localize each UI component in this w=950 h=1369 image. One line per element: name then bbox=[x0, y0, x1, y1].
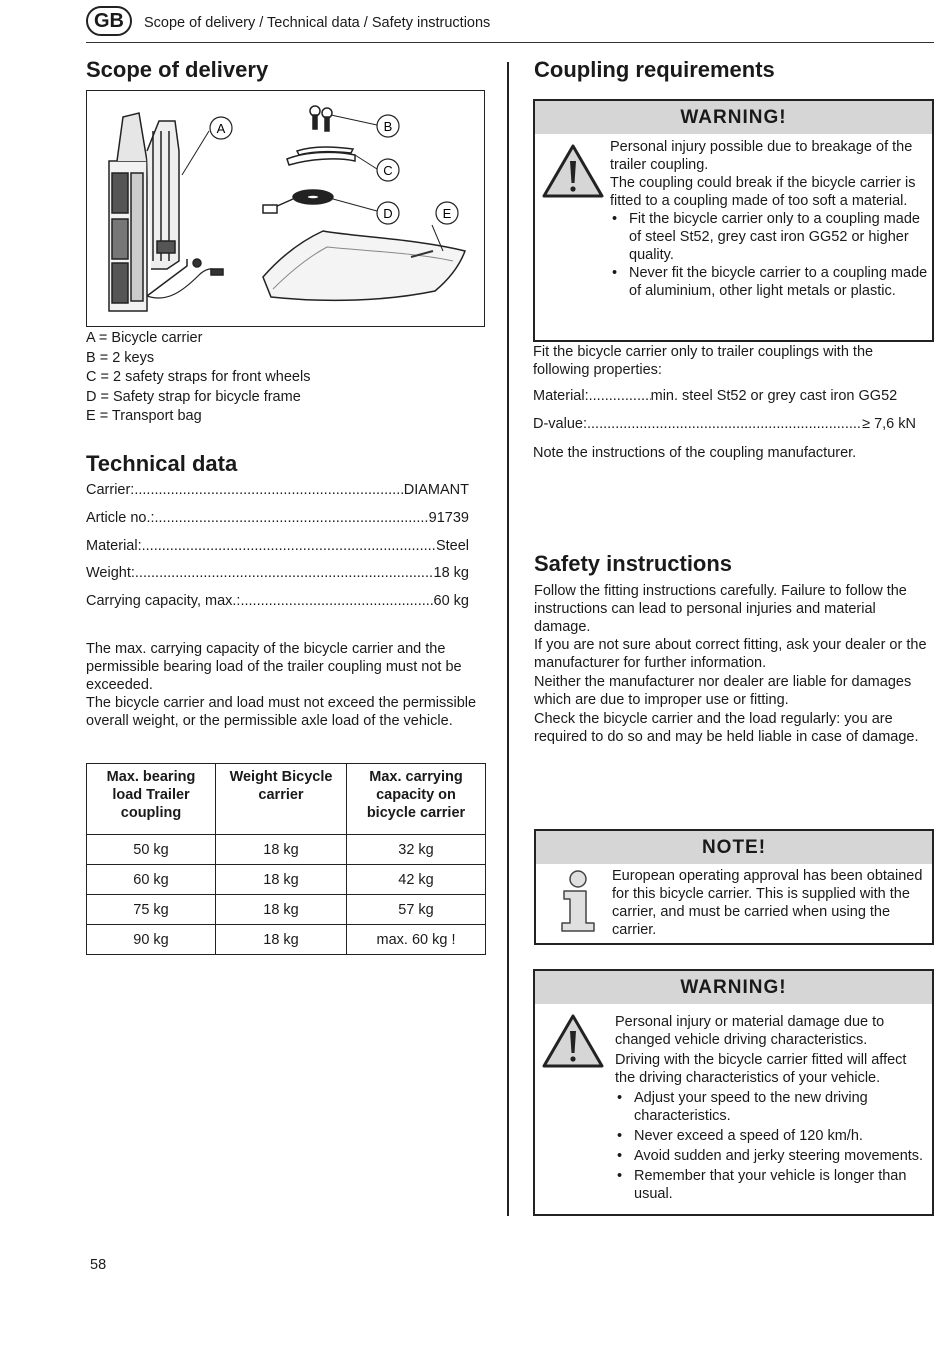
figure-label-c: C bbox=[383, 163, 393, 178]
safety-paragraph-2: If you are not sure about correct fitting, ask your dealer or the manufacturer for further information. bbox=[534, 637, 927, 671]
bicycle-carrier-illustration bbox=[87, 91, 484, 326]
language-badge: GB bbox=[86, 6, 132, 36]
safety-paragraph-3: Neither the manufacturer nor dealer are liable for damages which are due to improper use or fitting. bbox=[534, 674, 912, 708]
table-row bbox=[87, 895, 486, 925]
spec-value: 60 kg bbox=[433, 593, 469, 609]
coupling-title: Coupling requirements bbox=[534, 57, 775, 82]
load-table bbox=[86, 763, 486, 955]
column-divider bbox=[507, 62, 509, 1216]
legend-item: C = 2 safety straps for front wheels bbox=[86, 369, 311, 385]
coupling-intro: Fit the bicycle carrier only to trailer couplings with the following properties: bbox=[533, 344, 874, 378]
spec-value: DIAMANT bbox=[403, 482, 469, 498]
table-cell: 32 kg bbox=[347, 835, 486, 865]
coupling-spec-material bbox=[533, 388, 916, 404]
scope-title: Scope of delivery bbox=[86, 57, 269, 82]
table-cell: 57 kg bbox=[347, 895, 486, 925]
spec-row-material bbox=[86, 538, 469, 554]
spec-label: Carrying capacity, max.: bbox=[86, 593, 241, 609]
table-header: Max. bearing load Trailer coupling bbox=[87, 764, 216, 835]
safety-title: Safety instructions bbox=[534, 551, 733, 576]
table-cell: 50 kg bbox=[87, 835, 216, 865]
spec-label: Weight: bbox=[86, 565, 135, 581]
spec-label: Material: bbox=[533, 388, 589, 404]
table-cell: 60 kg bbox=[87, 865, 216, 895]
warning-heading: WARNING! bbox=[535, 971, 932, 1004]
legend-item: E = Transport bag bbox=[86, 408, 202, 424]
page-number: 58 bbox=[90, 1257, 107, 1273]
technical-paragraph-2: The bicycle carrier and load must not exceed the permissible overall weight, or the permissible axle load of the vehicle. bbox=[86, 695, 477, 729]
table-row bbox=[87, 835, 486, 865]
scope-legend bbox=[86, 329, 310, 427]
table-cell: 18 kg bbox=[216, 895, 347, 925]
note-heading: NOTE! bbox=[536, 831, 932, 864]
coupling-warning-box bbox=[533, 99, 934, 342]
safety-warning-text: Personal injury or material damage due to changed vehicle driving characteristics. Driving with the bicycle carrier fitted will affect the driving characteristics of your vehicle. • Adjust your speed to the new driving characteristics. • Never exceed a speed of 120 km/h. • Avoid sudden and jerky steering movements. • Remember that your vehicle is longer than usual. bbox=[615, 1013, 929, 1203]
spec-row-weight bbox=[86, 565, 469, 581]
warning-triangle-icon bbox=[541, 1013, 605, 1074]
spec-value: 18 kg bbox=[433, 565, 469, 581]
safety-warning-box bbox=[533, 969, 934, 1216]
list-item: • Fit the bicycle carrier only to a coupling made of steel St52, grey cast iron GG52 or higher quality. bbox=[610, 210, 928, 264]
list-item: • Remember that your vehicle is longer than usual. bbox=[615, 1167, 929, 1203]
table-cell: 90 kg bbox=[87, 925, 216, 955]
coupling-note: Note the instructions of the coupling manufacturer. bbox=[533, 445, 857, 461]
spec-row-capacity bbox=[86, 593, 469, 609]
spec-value: 91739 bbox=[428, 510, 469, 526]
spec-value: min. steel St52 or grey cast iron GG52 bbox=[650, 388, 898, 404]
technical-paragraph-1: The max. carrying capacity of the bicycle carrier and the permissible bearing load of the trailer coupling must not be exceeded. bbox=[86, 641, 462, 693]
coupling-warning-text: Personal injury possible due to breakage of the trailer coupling. The coupling could break if the bicycle carrier is fitted to a coupling made of too soft a material. • Fit the bicycle carrier only to a coupling made of steel St52, grey cast iron GG52 or higher quality. • Never fit the bicycle carrier to a coupling made of aluminium, other light metals or plastic. bbox=[610, 138, 928, 300]
scope-figure bbox=[86, 90, 485, 327]
table-cell: 18 kg bbox=[216, 835, 347, 865]
list-item: • Never fit the bicycle carrier to a coupling made of aluminium, other light metals or plastic. bbox=[610, 264, 928, 300]
figure-label-e: E bbox=[442, 206, 452, 221]
note-text: European operating approval has been obtained for this bicycle carrier. This is supplied with the carrier, and must be carried when using the carrier. bbox=[612, 868, 923, 938]
table-header: Weight Bicycle carrier bbox=[216, 764, 347, 835]
note-box bbox=[534, 829, 934, 945]
table-header-row bbox=[87, 764, 486, 835]
header-rule bbox=[86, 42, 934, 43]
spec-row-carrier bbox=[86, 482, 469, 498]
safety-paragraph-4: Check the bicycle carrier and the load regularly: you are required to do so and may be held liable in case of damage. bbox=[534, 711, 919, 745]
spec-value: ≥ 7,6 kN bbox=[862, 416, 916, 432]
spec-row-article bbox=[86, 510, 469, 526]
list-item: • Adjust your speed to the new driving characteristics. bbox=[615, 1089, 929, 1125]
breadcrumb: Scope of delivery / Technical data / Safety instructions bbox=[144, 15, 491, 31]
legend-item: B = 2 keys bbox=[86, 349, 155, 366]
table-cell: max. 60 kg ! bbox=[347, 925, 486, 955]
table-cell: 42 kg bbox=[347, 865, 486, 895]
spec-label: Article no.: bbox=[86, 510, 155, 526]
table-cell: 18 kg bbox=[216, 865, 347, 895]
table-row bbox=[87, 865, 486, 895]
legend-item: D = Safety strap for bicycle frame bbox=[86, 388, 301, 405]
figure-label-a: A bbox=[216, 121, 226, 136]
table-header: Max. carrying capacity on bicycle carrier bbox=[347, 764, 486, 835]
warning-triangle-icon bbox=[541, 143, 605, 204]
figure-label-d: D bbox=[383, 206, 393, 221]
spec-label: D-value: bbox=[533, 416, 587, 432]
figure-label-b: B bbox=[383, 119, 393, 134]
spec-label: Carrier: bbox=[86, 482, 135, 498]
coupling-spec-dvalue bbox=[533, 416, 916, 432]
list-item: • Never exceed a speed of 120 km/h. bbox=[615, 1127, 929, 1145]
table-cell: 75 kg bbox=[87, 895, 216, 925]
legend-item: A = Bicycle carrier bbox=[86, 330, 203, 346]
spec-label: Material: bbox=[86, 538, 142, 554]
safety-paragraph-1: Follow the fitting instructions carefully. Failure to follow the instructions can lead to personal injuries and material damage. bbox=[534, 583, 907, 635]
warning-heading: WARNING! bbox=[535, 101, 932, 134]
table-cell: 18 kg bbox=[216, 925, 347, 955]
table-row bbox=[87, 925, 486, 955]
spec-value: Steel bbox=[435, 538, 469, 554]
info-icon bbox=[558, 869, 598, 938]
list-item: • Avoid sudden and jerky steering movements. bbox=[615, 1147, 929, 1165]
technical-title: Technical data bbox=[86, 451, 238, 476]
